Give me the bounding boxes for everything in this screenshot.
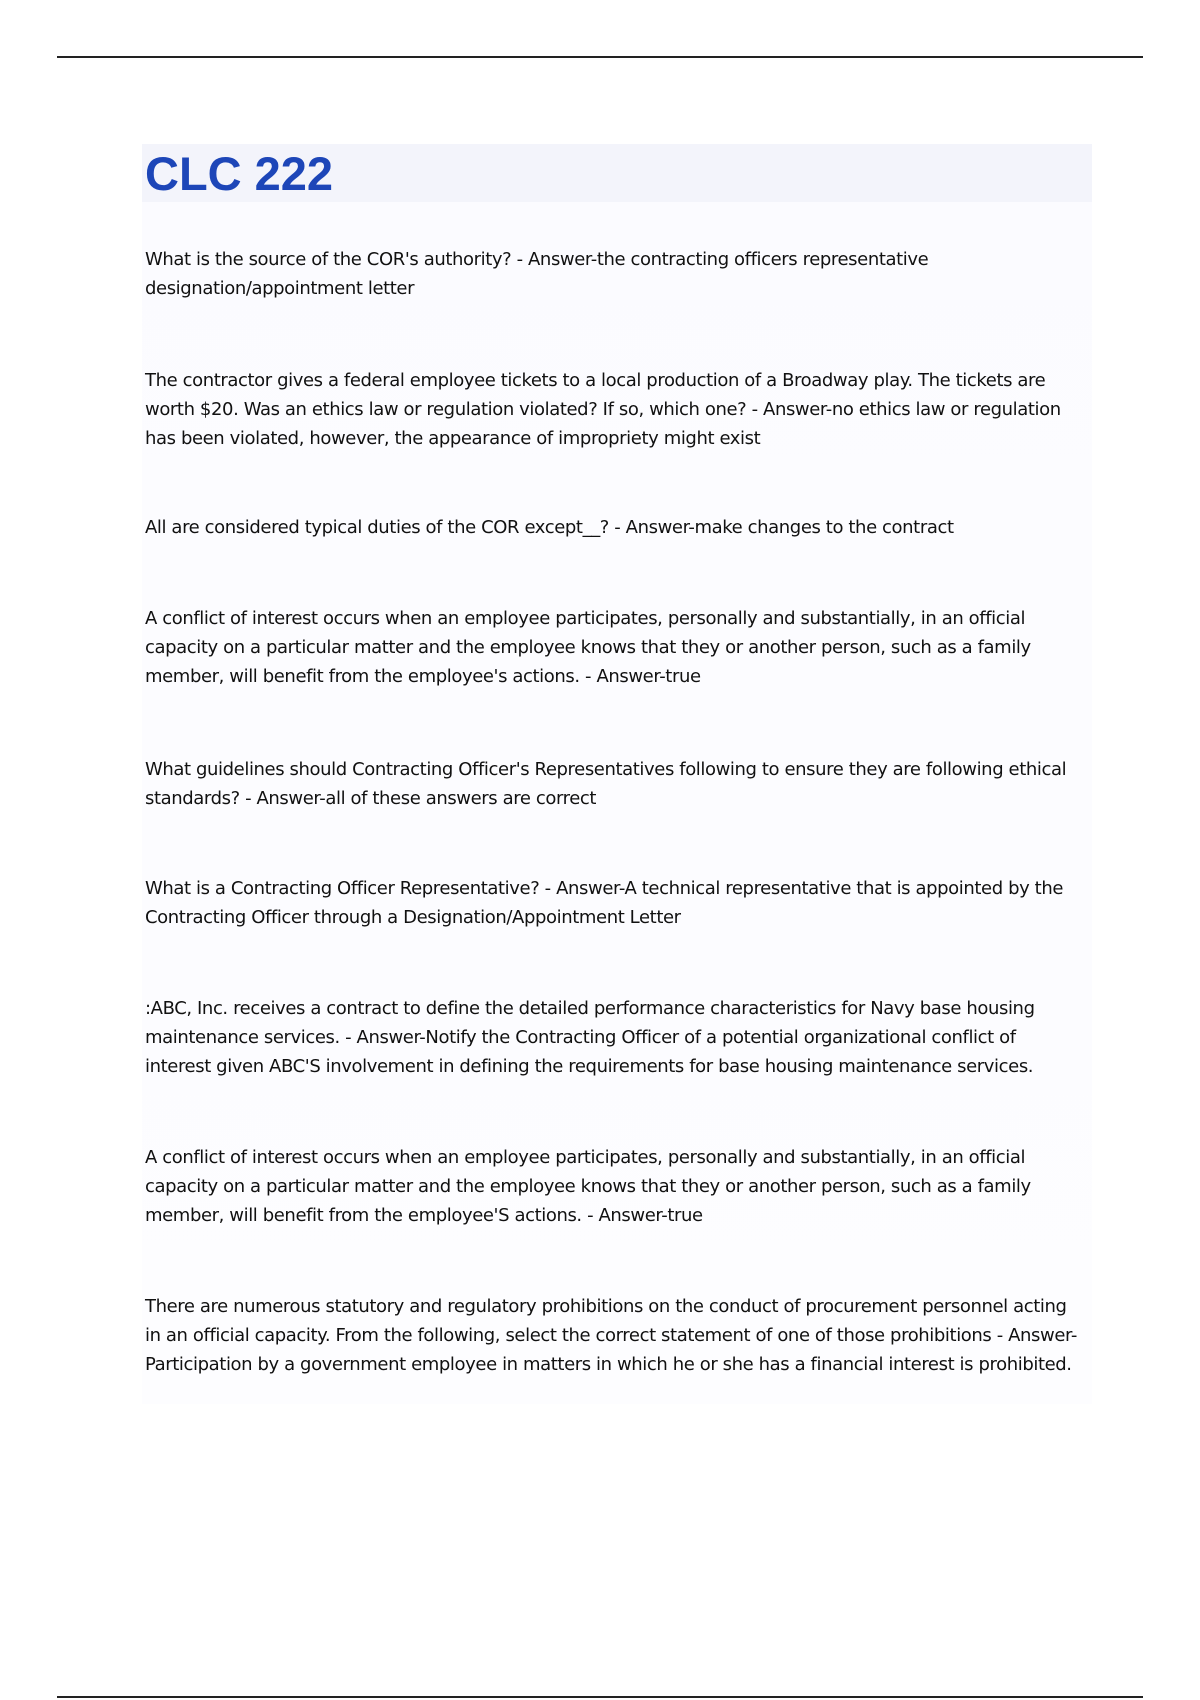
qa-item: What guidelines should Contracting Officer's Representatives following to ensure they are following ethical standards? - Answer-all of these answers are correct xyxy=(145,759,1067,809)
qa-item: The contractor gives a federal employee tickets to a local production of a Broadway play. The tickets are worth $20. Was an ethics law or regulation violated? If so, which one? - Answer-no ethics law or regulation has been violated, however, the appearance of impropriety might exist xyxy=(145,370,1061,449)
qa-item: What is the source of the COR's authority? - Answer-the contracting officers representative designation/appointment letter xyxy=(145,249,929,299)
page-top-rule xyxy=(57,56,1143,58)
qa-item: :ABC, Inc. receives a contract to define the detailed performance characteristics for Navy base housing maintenance services. - Answer-Notify the Contracting Officer of a potential organizational conflict of interest given ABC'S involvement in defining the requirements for base housing maintenance services. xyxy=(145,998,1035,1077)
qa-item: What is a Contracting Officer Representative? - Answer-A technical representative that is appointed by the Contracting Officer through a Designation/Appointment Letter xyxy=(145,878,1064,928)
document-title: CLC 222 xyxy=(145,147,334,200)
qa-item: A conflict of interest occurs when an employee participates, personally and substantially, in an official capacity on a particular matter and the employee knows that they or another person, such as a family member, will benefit from the employee'S actions. - Answer-true xyxy=(145,1147,1031,1226)
page-bottom-rule xyxy=(57,1696,1143,1698)
qa-item: All are considered typical duties of the COR except__? - Answer-make changes to the contract xyxy=(145,517,954,538)
qa-item: A conflict of interest occurs when an employee participates, personally and substantially, in an official capacity on a particular matter and the employee knows that they or another person, such as a family member, will benefit from the employee's actions. - Answer-true xyxy=(145,608,1031,687)
qa-item: There are numerous statutory and regulatory prohibitions on the conduct of procurement personnel acting in an official capacity. From the following, select the correct statement of one of those prohibitions - Answer-Participation by a government employee in matters in which he or she has a financial interest is prohibited. xyxy=(145,1296,1077,1375)
